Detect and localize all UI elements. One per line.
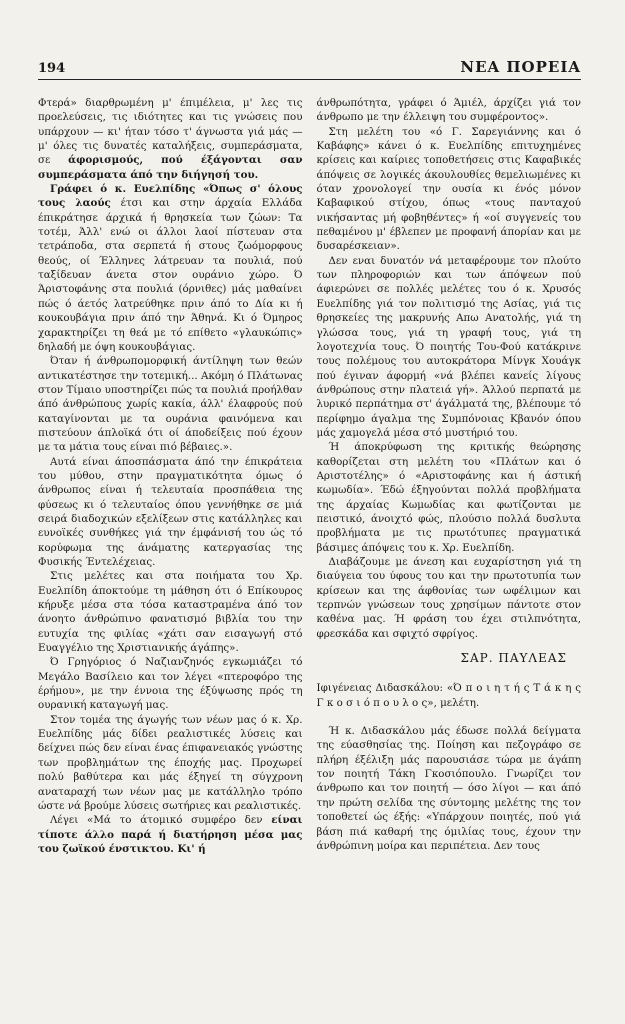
paragraph-text: έτσι και στην άρχαία Ελλάδα έπικράτησε άρχικά ή θρησκεία των ζώων: Τα τοτέμ, Άλλ' ενώ οι άλλοι λαοί πίστευαν στα τετράποδα, στα σερπετά ή στους ζωόμορφους θεούς, οί Έλληνες λάτρευαν τα πουλιά, πού ταξίδευαν άνετα στον ουράνιο χώρο. Ό Άριστοφάνης στα πουλιά (όρνιθες) μάς μαθαίνει πώς ό άετός λατρεύθηκε πριν άπό το Δία κι ή κουκουβάγια πριν άπό την Άθηνά. Κι ό Όμηρος χαρακτηρίζει τη θεά με τό επίθετο «γλαυκώπις» δηλαδή με όψη κουκουβάγιας. <box>38 197 303 353</box>
paragraph: Όταν ή άνθρωπομορφική άντίληψη των θεών αντικατέστησε την τοτεμική... Ακόμη ό Πλάτωνας στον Τίμαιο υποστηρίζει πώς τα πουλιά προήλθαν άπό άνθρώπους χωρίς κακία, άλλ' έλαφρούς πού καταγίνονται με τα ουράνια φαινόμενα και πιστεύουν άπλοϊκά ότι οί άποδείξεις πού έχουν με τα μάτια τους είναι πιό βέβαιες.». <box>38 355 303 454</box>
right-column <box>317 96 582 1006</box>
bold-text: Γράφει ό κ. Ευελπίδης «Όπως σ' όλους τους λαούς <box>38 183 303 210</box>
bold-text: άφορισμούς, πού έξάγονται σαν συμπεράσματα άπό την διήγησή του. <box>38 154 303 181</box>
paragraph <box>38 96 303 182</box>
paragraph: Δεν εναι δυνατόν νά μεταφέρουμε τον πλούτο των πληροφοριών και των άπόψεων πού άφιερώνει σε πολλές μελέτες του ό κ. Χρυσός Ευελπίδης γιά τον πολιτισμό της Ασίας, γιά τις θρησκείες της μακρυνής Απω Ανατολής, γιά τη γλώσσα τους, γιά τη γραφή τους, γιά τη λογοτεχνία τους. Ό ποιητής Του-Φού κατάκρινε τους πολέμους του αυτοκράτορα Μίνγκ Χουάγκ πού έγιναν άφορμή «νά βλέπει κανείς λίγους άνθρώπους στην πλατειά γή». Άλλού περπατά με λυρικό περπάτημα στ' άγάλματά της, βλέπουμε τό περίφημο άγαλμα της Συμπόνοιας Κβανόν όπου μάς χαμογελά μέσα στό μυστήριό του. <box>316 254 581 439</box>
author-signature: ΣΑΡ. ΠΑΥΛΕΑΣ <box>460 651 567 666</box>
paragraph <box>38 813 303 856</box>
running-title: ΝΕΑ ΠΟΡΕΙΑ <box>460 58 581 76</box>
paragraph-text: Λέγει «Μά το άτομικό συμφέρο δεν <box>50 814 272 827</box>
bold-text: είναι τίποτε άλλο παρά ή διατήρηση μέσα μας του ζωϊκού ένστικτου. Κι' ή <box>38 814 303 855</box>
paragraph: Στις μελέτες και στα ποιήματα του Χρ. Ευελπίδη άποκτούμε τη μάθηση ότι ό Επίκουρος κήρυξε μέσα στα τόσα καταστραμένα άπό τον άνοητο άνθρώπινο φανατισμό βιβλία του την ευτυχία της φιλίας «χάτι σαν εισαγωγή στό Ευαγγέλιο της Χριστιανικής άγάπης». <box>38 570 303 655</box>
paragraph: Στον τομέα της άγωγής των νέων μας ό κ. Χρ. Ευελπίδης μάς δίδει ρεαλιστικές λύσεις και δείχνει πώς δεν είναι ένας έπιφανειακός γνώστης των προβλημάτων της έποχής μας. Προχωρεί πολύ βαθύτερα και μάς έξηγεί τη σύγχρονη αναταραχή των νέων μας με κατάλληλο τρόπο ώστε νά βρούμε λύσεις σωτήριες και ρεαλιστικές. <box>38 713 303 812</box>
paragraph <box>38 182 303 354</box>
page-number: 194 <box>38 61 66 76</box>
text-columns <box>38 96 581 1006</box>
paragraph: Διαβάζουμε με άνεση και ευχαρίστηση γιά τη διαύγεια του ύφους του και την πρωτοτυπία των κρίσεων και της άφθονίας των ωφέλιμων και τερπνών γνώσεων τους χρησίμων πάντοτε στον καθένα μας. Ή φράση του έχει στιλπνότητα, φρεσκάδα και σφιχτό σφρίγος. <box>316 556 581 640</box>
paragraph: Ή κ. Διδασκάλου μάς έδωσε πολλά δείγματα της εύασθησίας της. Ποίηση και πεζογράφο σε πλήρη έξέλιξη μάς παρουσιάσε τώρα με άγάπη τον ποιητή Τάκη Γκοσιόπουλο. Γνωρίζει τον άνθρωπο και τον ποιητή — όσο λίγοι — και άπό την πρώτη σελίδα της σύντομης μελέτης της τον τοποθετεί ώς έξής: «Υπάρχουν ποιητές, πού γιά βάση πιά καθαρή της όμιλίας τους, έχουν την άνθρώπινη μοίρα και περιπέτεια. Δεν τους <box>316 725 581 852</box>
paragraph: άνθρωπότητα, γράφει ό Άμιέλ, άρχίζει γιά τον άνθρωπο με την έλλειψη του συμφέροντος». <box>316 97 581 124</box>
review-heading: Ιφιγένειας Διδασκάλου: «Ό π ο ι η τ ή ς Τ ά κ η ς Γ κ ο σ ι ό π ο υ λ ο ς», μελέτη. <box>316 682 581 709</box>
paragraph: Ό Γρηγόριος ό Ναζιανζηνός εγκωμιάζει τό Μεγάλο Βασίλειο και τον λέγει «πτεροφόρο της έρήμου», με την έννοια της έξύψωσης πρός τη ουρανική καταγωγή μας. <box>38 656 303 712</box>
paragraph: Στη μελέτη του «ό Γ. Σαρεγιάννης και ό Καβάφης» κάνει ό κ. Ευελπίδης επιτυχημένες κρίσεις και καίριες τοποθετήσεις στις Καφαβικές άπόψεις σε λογικές άκουλουθίες θεμελιωμένες κι όταν χρονολογεί την ουσία κι ένός μόνον Καβαφικού στίχου, όπως «τους πανταχού νικήσαντας μή φοβηθέντες» ή «οί συγγενείς του πεθαμένου μ' έβλεπεν με προφανή άπορίαν και με δυσαρέσκειαν». <box>316 125 581 253</box>
paragraph-text: Φτερά» διαρθρωμένη μ' έπιμέλεια, μ' λες τις προελεύσεις, τις ιδιότητες και τις γνώσεις που υπάρχουν — κι' ήταν τόσο τ' άγνωστα γιά μάς — μ' όλες τις δυνατές καταλήξεις, συμπεράσματα, σε <box>38 97 303 167</box>
paragraph: Αυτά είναι άποσπάσματα άπό την έπικράτεια του μύθου, στην πραγματικότητα όμως ό άνθρωπος είναι ή τελευταία προσπάθεια της φύσεως κι ό τελευταίος όπου γεννήθηκε σε μιά σειρά διαδοχικών εξελίξεων στις κατάλληλες και ευνοϊκές συνθήκες γιά την έμφάνισή του ώς τό κορύφωμα της άνάματης κατεργασίας της Φυσικής Έντελέχειας. <box>38 455 303 568</box>
paragraph: Ή άποκρύφωση της κριτικής θεώρησης καθορίζεται στη μελέτη του «Πλάτων και ό Αριστοτέλης» ό «Αριστοφάνης και ή άστική κωμωδία». Έδώ έξηγούνται πολλά προβλήματα της άρχαίας Κωμωδίας και φωτίζονται με πειστικό, άνοιχτό φώς, πλούσιο πολλά δυσλυτα προβλήματα με τις πρωτότυπες πραγματικά βάσιμες άπόψεις του κ. Χρ. Ευελπίδη. <box>316 441 581 554</box>
page-header <box>38 52 581 80</box>
left-column <box>38 96 303 1006</box>
